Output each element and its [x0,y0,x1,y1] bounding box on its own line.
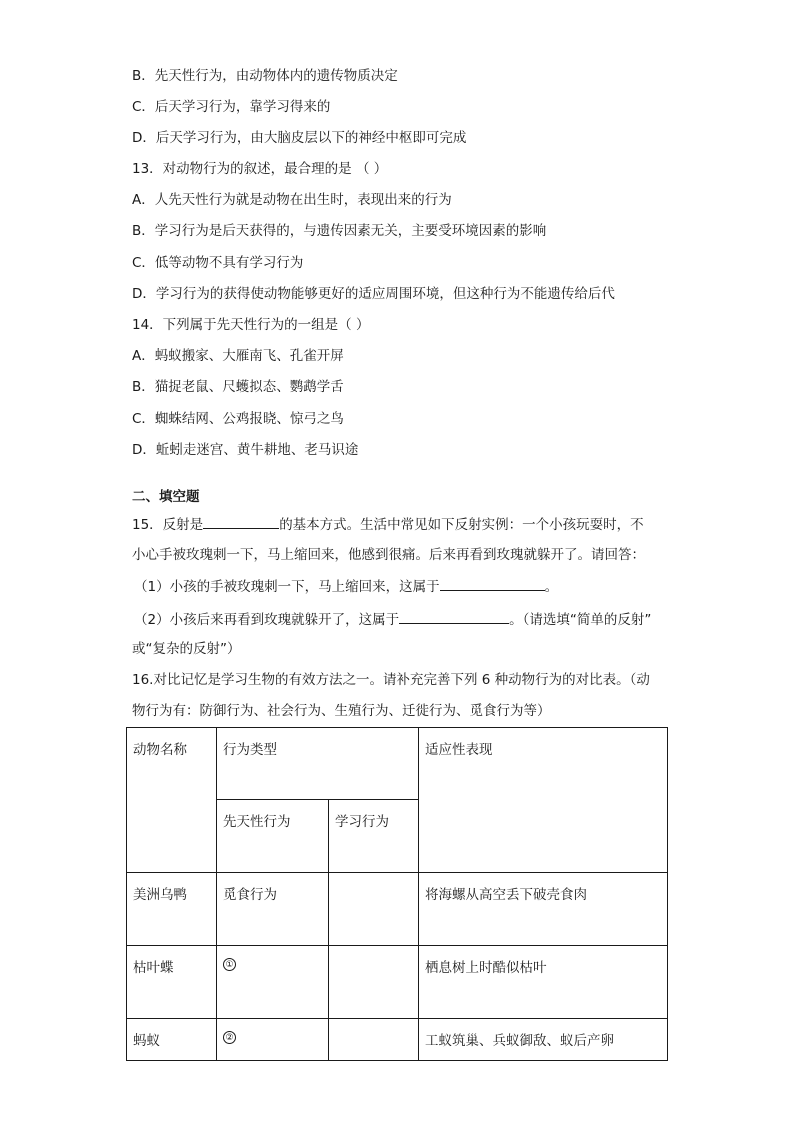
cell-animal: 枯叶蝶 [127,946,217,1019]
answer-marker-2: ② [223,1031,236,1044]
answer-marker-1: ① [223,958,236,971]
q14-stem: 14．下列属于先天性行为的一组是（ ） [132,317,370,333]
q15-sub1-b: 。 [544,579,559,595]
q14-option-d: D．蚯蚓走迷宫、黄牛耕地、老马识途 [132,442,359,458]
cell-innate [217,946,329,1019]
cell-adaptation: 栖息树上时酷似枯叶 [419,946,668,1019]
behavior-comparison-table [126,727,668,1061]
cell-innate [217,1019,329,1061]
q15-sub2-cont: 或“复杂的反射”） [132,641,241,657]
q13-option-a: A．人先天性行为就是动物在出生时，表现出来的行为 [132,192,452,208]
q13-option-c: C．低等动物不具有学习行为 [132,255,304,271]
q15-line1-a: 15．反射是 [132,517,204,533]
q13-option-d: D．学习行为的获得使动物能够更好的适应周围环境，但这种行为不能遗传给后代 [132,286,615,302]
q16-line2: 物行为有：防御行为、社会行为、生殖行为、迁徙行为、觅食行为等） [132,703,551,719]
q16-line1: 16.对比记忆是学习生物的有效方法之一。请补充完善下列 6 种动物行为的对比表。（动 [132,672,650,688]
q15-sub1 [134,576,558,597]
cell-animal: 美洲乌鸭 [127,873,217,946]
table-row [127,873,668,946]
q15-blank-2 [440,576,545,591]
q14-option-a: A．蚂蚁搬家、大雁南飞、孔雀开屏 [132,348,344,364]
table-row [127,1019,668,1061]
q14-option-b: B．猫捉老鼠、尺蠖拟态、鹦鹉学舌 [132,379,344,395]
cell-animal: 蚂蚁 [127,1019,217,1061]
cell-innate: 觅食行为 [217,873,329,946]
cell-learned [329,946,419,1019]
cell-adaptation: 工蚁筑巢、兵蚁御敌、蚁后产卵 [419,1019,668,1061]
table-row [127,946,668,1019]
cell-adaptation: 将海螺从高空丢下破壳食肉 [419,873,668,946]
q15-sub1-a: （1）小孩的手被玫瑰刺一下，马上缩回来，这属于 [134,579,440,595]
cell-learned [329,873,419,946]
q15-sub2 [134,609,651,630]
q12-option-d: D．后天学习行为，由大脑皮层以下的神经中枢即可完成 [132,130,467,146]
q15-blank-1 [203,514,279,529]
q15-line1-b: 的基本方式。生活中常见如下反射实例：一个小孩玩耍时，不 [279,517,644,533]
q15-line2: 小心手被玫瑰刺一下，马上缩回来，他感到很痛。后来再看到玫瑰就躲开了。请回答： [132,547,645,563]
header-animal-name: 动物名称 [127,728,217,873]
cell-learned [329,1019,419,1061]
q12-option-b: B．先天性行为，由动物体内的遗传物质决定 [132,68,398,84]
header-adaptation: 适应性表现 [419,728,668,873]
q12-option-c: C．后天学习行为，靠学习得来的 [132,99,331,115]
q15-sub2-b: 。（请选填“简单的反射” [509,612,652,628]
q14-option-c: C．蜘蛛结网、公鸡报晓、惊弓之鸟 [132,411,344,427]
header-behavior-type: 行为类型 [217,728,419,800]
header-learned: 学习行为 [329,800,419,873]
section-title: 二、填空题 [132,489,200,505]
q15-sub2-a: （2）小孩后来再看到玫瑰就躲开了，这属于 [134,612,400,628]
q15-line1 [132,514,644,535]
q13-stem: 13．对动物行为的叙述，最合理的是 （ ） [132,161,388,177]
q13-option-b: B．学习行为是后天获得的，与遗传因素无关，主要受环境因素的影响 [132,223,547,239]
header-innate: 先天性行为 [217,800,329,873]
q15-blank-3 [399,609,509,624]
